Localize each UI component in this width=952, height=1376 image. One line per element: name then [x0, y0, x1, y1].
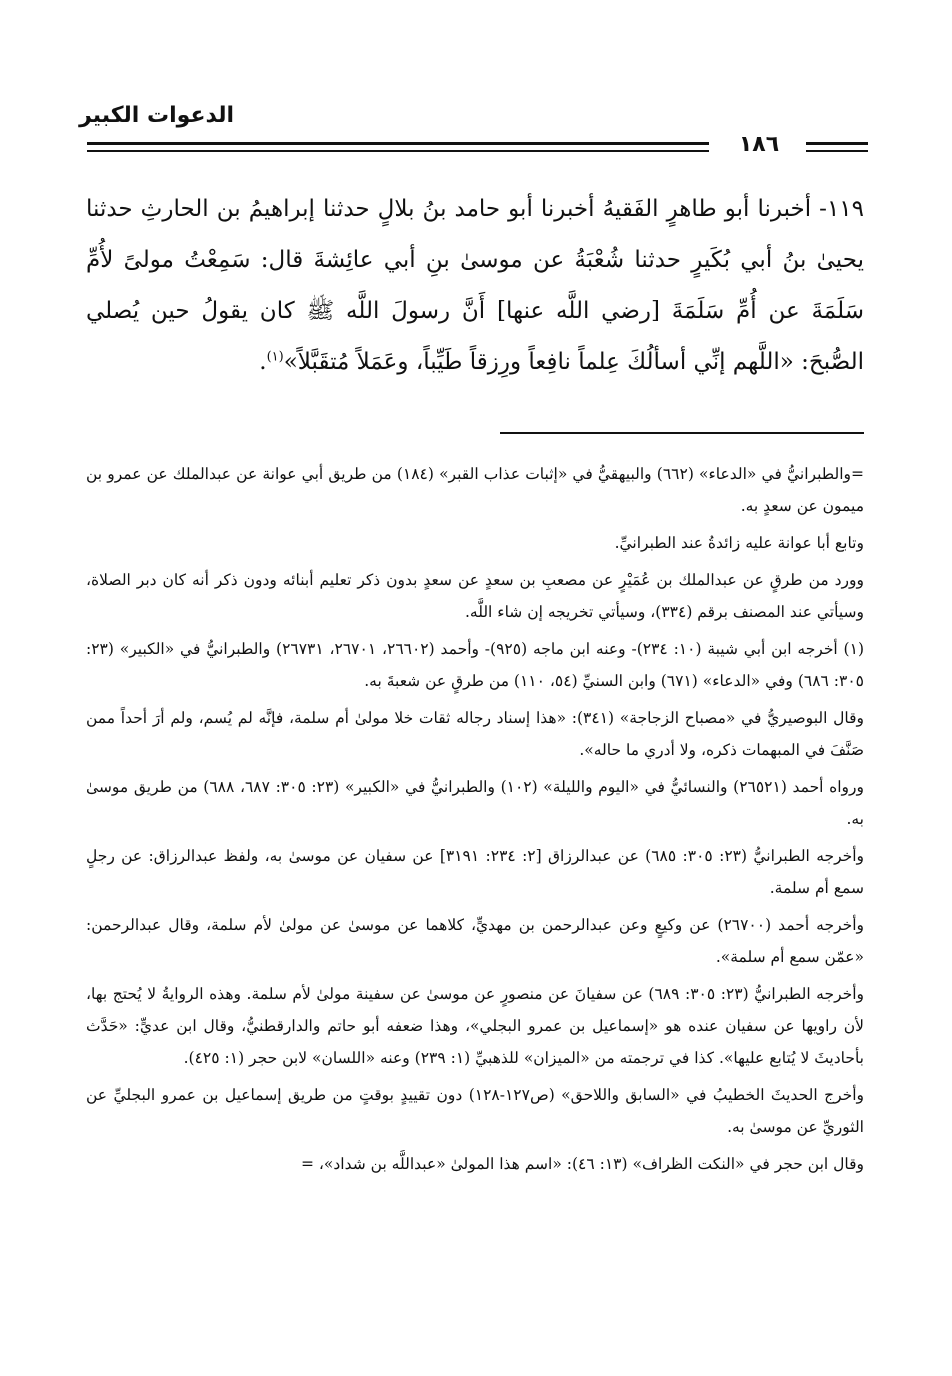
page-number-rule	[806, 142, 868, 152]
page-number: ١٨٦	[738, 132, 780, 157]
footnote-paragraph: وقال ابن حجر في «النكت الظراف» (١٣: ٤٦): «اسم هذا المولىٰ «عبداللَّه بن شداد»، =	[300, 1155, 864, 1173]
footnote-paragraph: وقال البوصيريُّ في «مصباح الزجاجة» (٣٤١): «هذا إسناد رجاله ثقات خلا مولىٰ أم سلمة، فإنَّه لم يُسم، ولم أرَ أحداً ممن صَنَّفَ في المبهمات ذكره، ولا أدري ما حاله».	[86, 709, 864, 759]
running-title: الدعوات الكبير	[79, 103, 234, 128]
footnote-paragraph: وأخرجه الطبرانيُّ (٢٣: ٣٠٥: ٦٨٥) عن عبدالرزاق [٢: ٢٣٤: ٣١٩١] عن سفيان عن موسىٰ به، ولفظ عبدالرزاق: عن رجلٍ سمع أم سلمة.	[86, 847, 865, 897]
footnote-marker: (١)	[266, 349, 284, 365]
footnote-paragraph: ورواه أحمد (٢٦٥٢١) والنسائيُّ في «اليوم والليلة» (١٠٢) والطبرانيُّ في «الكبير» (٢٣: ٣٠٥: ٦٨٧، ٦٨٨) من طريق موسىٰ به.	[86, 778, 864, 828]
footnotes	[86, 458, 864, 1185]
footnote-paragraph: وتابع أبا عوانة عليه زائدةُ عند الطبرانيِّ.	[614, 534, 864, 552]
footnote-paragraph: =والطبرانيُّ في «الدعاء» (٦٦٢) والبيهقيُّ في «إثبات عذاب القبر» (١٨٤) من طريق أبي عوانة عن عبدالملك عن عمرو بن ميمون عن سعدٍ به.	[86, 465, 864, 515]
footnote-separator	[500, 432, 864, 434]
footnote-paragraph: وأخرج الحديثَ الخطيبُ في «السابق واللاحق» (ص١٢٧-١٢٨) دون تقييدٍ بوقتٍ من طريق إسماعيل بن عمرو البجليِّ عن الثوريِّ عن موسىٰ به.	[86, 1086, 864, 1136]
hadith-end-mark: .	[259, 349, 267, 375]
footnote-paragraph: وأخرجه الطبرانيُّ (٢٣: ٣٠٥: ٦٨٩) عن سفيانَ عن منصورٍ عن موسىٰ عن سفينة مولىٰ لأم سلمة. وهذه الروايةُ لا يُحتج بها، لأن راويها عن سفيان عنده هو «إسماعيل بن عمرو البجلي»، وهذا ضعفه أبو حاتم والدارقطنيُّ، وقال ابن عديٍّ: «حَدَّث بأحاديثَ لا يُتابع عليها». كذا في ترجمته من «الميزان» للذهبيِّ (١: ٢٣٩) وعنه «اللسان» لابن حجر (١: ٤٢٥).	[86, 985, 864, 1067]
hadith-body: ١١٩- أخبرنا أبو طاهرٍ الفَقيهُ أخبرنا أبو حامد بنُ بلالٍ حدثنا إبراهيمُ بن الحارثِ حدثنا يحيىٰ بنُ أبي بُكَيرٍ حدثنا شُعْبَةُ عن موسىٰ بنِ أبي عائِشةَ قال: سَمِعْتُ مولىً لأُمِّ سَلَمَةَ عن أُمِّ سَلَمَةَ [رضي اللَّه عنها] أَنَّ رسولَ اللَّه ﷺ كان يقولُ حين يُصلي الصُّبحَ: «اللَّهم إنِّي أسألُكَ عِلماً نافِعاً ورِزقاً طَيِّباً، وعَمَلاً مُتقَبَّلاً»	[86, 196, 864, 375]
footnote-paragraph: وورد من طرقٍ عن عبدالملك بن عُمَيْرٍ عن مصعبِ بن سعدٍ عن سعدٍ بدون ذكر تعليم أبنائه ودون ذكر أنه كان دبر الصلاة، وسيأتي عند المصنف برقم (٣٣٤)، وسيأتي تخريجه إن شاء اللَّه.	[86, 571, 864, 621]
footnote-paragraph: وأخرجه أحمد (٢٦٧٠٠) عن وكيعٍ وعن عبدالرحمن بن مهديٍّ، كلاهما عن موسىٰ عن مولىٰ لأم سلمة، وقال عبدالرحمن: «عمّن سمع أم سلمة».	[86, 916, 864, 966]
header-rule	[87, 142, 709, 152]
footnote-paragraph: (١) أخرجه ابن أبي شيبة (١٠: ٢٣٤)- وعنه ابن ماجه (٩٢٥)- وأحمد (٢٦٦٠٢، ٢٦٧٠١، ٢٦٧٣١) والطبرانيُّ في «الكبير» (٢٣: ٣٠٥: ٦٨٦) وفي «الدعاء» (٦٧١) وابن السنيِّ (٥٤، ١١٠) من طرقٍ عن شعبةَ به.	[86, 640, 864, 690]
hadith-text	[86, 184, 864, 388]
